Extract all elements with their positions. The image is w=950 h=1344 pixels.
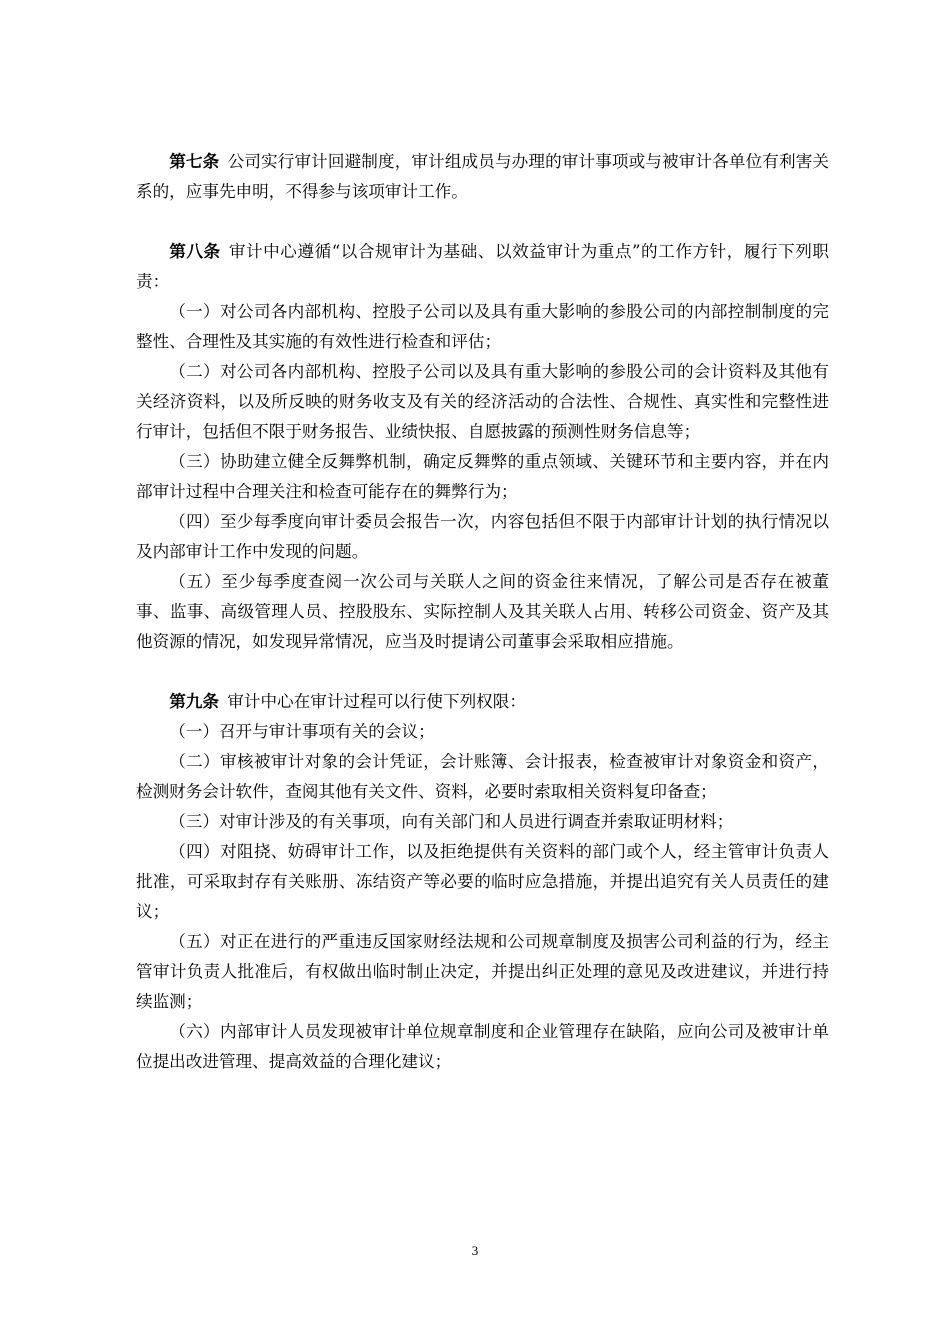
article-8-item: （二）对公司各内部机构、控股子公司以及具有重大影响的参股公司的会计资料及其他有关经济资料，以及所反映的财务收支及有关的经济活动的合法性、合规性、真实性和完整性进行审计，包括但不限于财务报告、业绩快报、自愿披露的预测性财务信息等； — [136, 362, 829, 441]
article-8 — [136, 237, 829, 297]
article-9-heading: 第九条 — [169, 692, 219, 711]
article-9 — [136, 687, 829, 717]
article-9-item: （一）召开与审计事项有关的会议； — [169, 722, 435, 741]
article-9-text: 审计中心在审计过程可以行使下列权限： — [227, 692, 526, 711]
article-7 — [136, 147, 829, 207]
article-8-heading: 第八条 — [169, 242, 221, 261]
article-9-item: （二）审核被审计对象的会计凭证，会计账簿、会计报表，检查被审计对象资金和资产，检测财务会计软件，查阅其他有关文件、资料，必要时索取相关资料复印备查； — [136, 752, 829, 801]
paragraph-gap — [136, 657, 829, 687]
article-8-item: （三）协助建立健全反舞弊机制，确定反舞弊的重点领域、关键环节和主要内容，并在内部审计过程中合理关注和检查可能存在的舞弊行为； — [136, 452, 829, 501]
paragraph-gap — [136, 207, 829, 237]
article-7-heading: 第七条 — [169, 152, 220, 171]
article-8-item: （五）至少每季度查阅一次公司与关联人之间的资金往来情况，了解公司是否存在被董事、监事、高级管理人员、控股股东、实际控制人及其关联人占用、转移公司资金、资产及其他资源的情况，如发现异常情况，应当及时提请公司董事会采取相应措施。 — [136, 572, 829, 651]
article-8-item: （一）对公司各内部机构、控股子公司以及具有重大影响的参股公司的内部控制制度的完整性、合理性及其实施的有效性进行检查和评估； — [136, 302, 829, 351]
article-9-item: （五）对正在进行的严重违反国家财经法规和公司规章制度及损害公司利益的行为，经主管审计负责人批准后，有权做出临时制止决定，并提出纠正处理的意见及改进建议，并进行持续监测； — [136, 932, 829, 1011]
article-9-item: （三）对审计涉及的有关事项，向有关部门和人员进行调查并索取证明材料； — [169, 812, 734, 831]
article-9-item: （四）对阻挠、妨碍审计工作，以及拒绝提供有关资料的部门或个人，经主管审计负责人批准，可采取封存有关账册、冻结资产等必要的临时应急措施，并提出追究有关人员责任的建议； — [136, 842, 829, 921]
page-number: 3 — [471, 1243, 479, 1258]
article-8-item: （四）至少每季度向审计委员会报告一次，内容包括但不限于内部审计计划的执行情况以及内部审计工作中发现的问题。 — [136, 512, 829, 561]
article-9-item: （六）内部审计人员发现被审计单位规章制度和企业管理存在缺陷，应向公司及被审计单位提出改进管理、提高效益的合理化建议； — [136, 1022, 829, 1071]
article-8-text: 审计中心遵循“以合规审计为基础、以效益审计为重点”的工作方针，履行下列职责： — [136, 242, 829, 291]
article-7-text: 公司实行审计回避制度，审计组成员与办理的审计事项或与被审计各单位有利害关系的，应事先申明，不得参与该项审计工作。 — [136, 152, 830, 201]
document-body — [136, 147, 829, 1077]
